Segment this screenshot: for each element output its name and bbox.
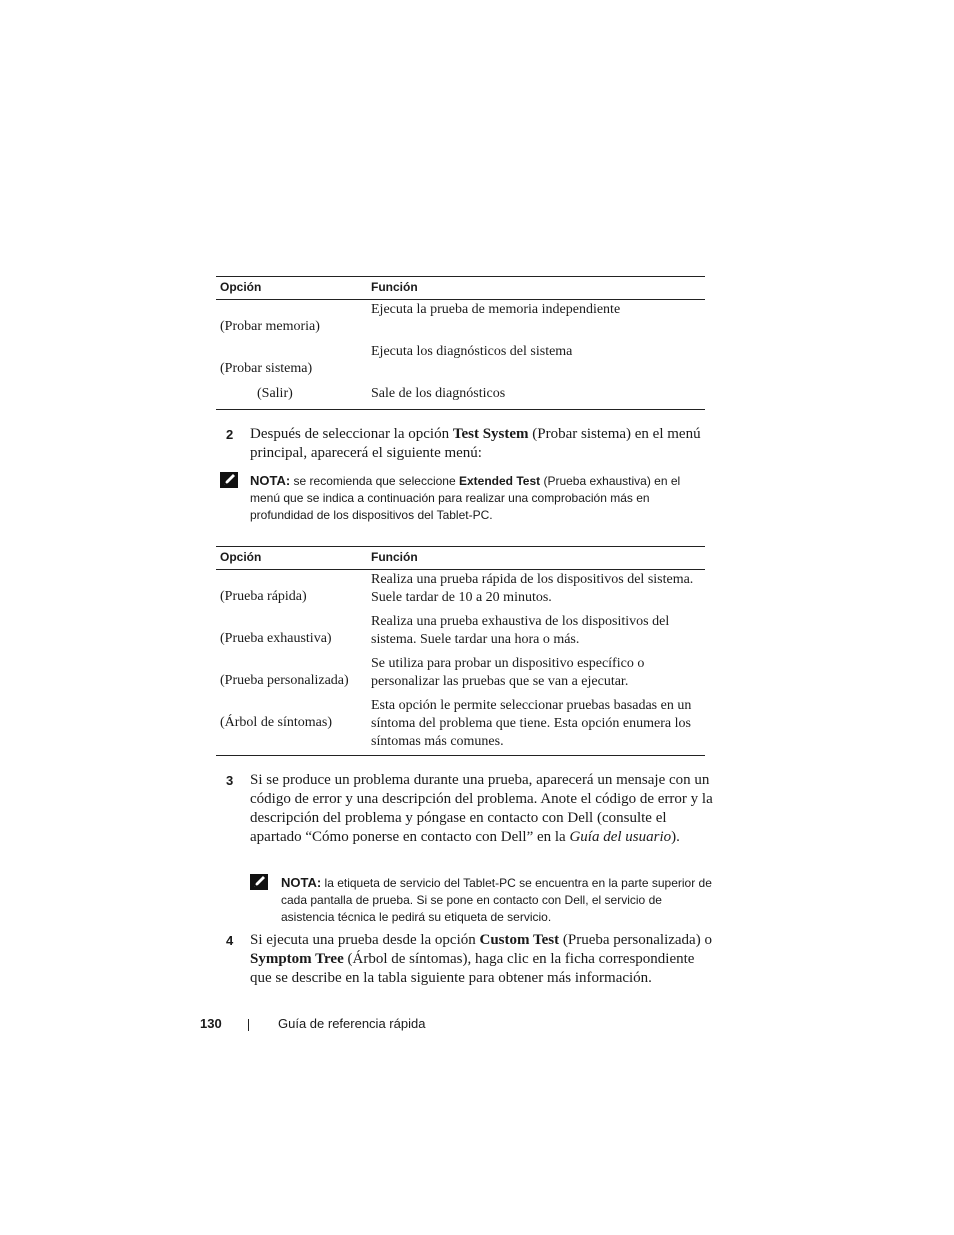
function-cell: Esta opción le permite seleccionar pruebas basadas en un síntoma del problema que tiene. Esta opción enumera los síntomas más comunes. [367, 697, 705, 756]
table-header-option: Opción [216, 277, 367, 300]
function-cell: Realiza una prueba exhaustiva de los dispositivos del sistema. Suele tardar una hora o más. [371, 614, 670, 647]
options-table-1 [216, 276, 705, 410]
step-text: Si ejecuta una prueba desde la opción Custom Test (Prueba personalizada) o Symptom Tree (Árbol de síntomas), haga clic en la ficha correspondiente que se describe en la tabla siguiente para obtener más información. [250, 932, 712, 986]
function-cell: Ejecuta los diagnósticos del sistema [371, 344, 573, 359]
note-1 [220, 472, 700, 524]
footer-title: Guía de referencia rápida [278, 1016, 426, 1031]
function-cell: Ejecuta la prueba de memoria independiente [371, 302, 621, 317]
table-header-function: Función [367, 547, 705, 570]
function-cell: Sale de los diagnósticos [367, 385, 705, 410]
option-cell [216, 655, 367, 697]
table-row [216, 300, 705, 344]
table-row [216, 343, 705, 385]
note-pencil-icon [250, 874, 268, 890]
table-row [216, 385, 705, 410]
step-number: 3 [226, 773, 234, 788]
table-header-function: Función [367, 277, 705, 300]
option-cell [216, 343, 367, 385]
note-text: NOTA: se recomienda que seleccione Extended Test (Prueba exhaustiva) en el menú que se indica a continuación para realizar una comprobación más en profundidad de los dispositivos del Tablet-PC. [250, 473, 681, 522]
page-number: 130 [200, 1016, 222, 1031]
note-2 [250, 874, 715, 926]
step-number: 4 [226, 933, 234, 948]
note-pencil-icon [220, 472, 238, 488]
option-cell [216, 300, 367, 344]
table-row [216, 570, 705, 614]
option-label: (Prueba exhaustiva) [220, 631, 332, 646]
footer-divider [248, 1019, 249, 1031]
function-cell: Realiza una prueba rápida de los dispositivos del sistema. Suele tardar de 10 a 20 minutos. [371, 572, 694, 605]
step-text: Después de seleccionar la opción Test System (Probar sistema) en el menú principal, aparecerá el siguiente menú: [250, 426, 701, 461]
option-label: (Prueba rápida) [220, 589, 307, 604]
table-row [216, 655, 705, 697]
step-2 [226, 425, 716, 463]
step-number: 2 [226, 427, 234, 442]
step-4 [226, 931, 716, 988]
option-label: (Prueba personalizada) [220, 673, 349, 688]
option-cell [216, 570, 367, 614]
option-label: (Árbol de síntomas) [220, 715, 332, 730]
option-label: (Probar sistema) [220, 361, 313, 376]
note-text: NOTA: la etiqueta de servicio del Tablet-PC se encuentra en la parte superior de cada pantalla de prueba. Si se pone en contacto con Dell, el servicio de asistencia técnica le pedirá su etiqueta de servicio. [281, 875, 712, 924]
function-cell: Se utiliza para probar un dispositivo específico o personalizar las pruebas que se van a ejecutar. [371, 656, 645, 689]
table-header-option: Opción [216, 547, 367, 570]
option-cell [216, 697, 367, 756]
step-text: Si se produce un problema durante una prueba, aparecerá un mensaje con un código de error y una descripción del problema. Anote el código de error y la descripción del problema y póngase en contacto con Dell (consulte el apartado “Cómo ponerse en contacto con Dell” en la Guía del usuario). [250, 772, 713, 845]
option-cell: (Salir) [216, 385, 367, 410]
option-label: (Probar memoria) [220, 319, 320, 334]
table-row [216, 613, 705, 655]
table-row [216, 697, 705, 756]
step-3 [226, 771, 716, 847]
options-table-2 [216, 546, 705, 756]
option-cell [216, 613, 367, 655]
